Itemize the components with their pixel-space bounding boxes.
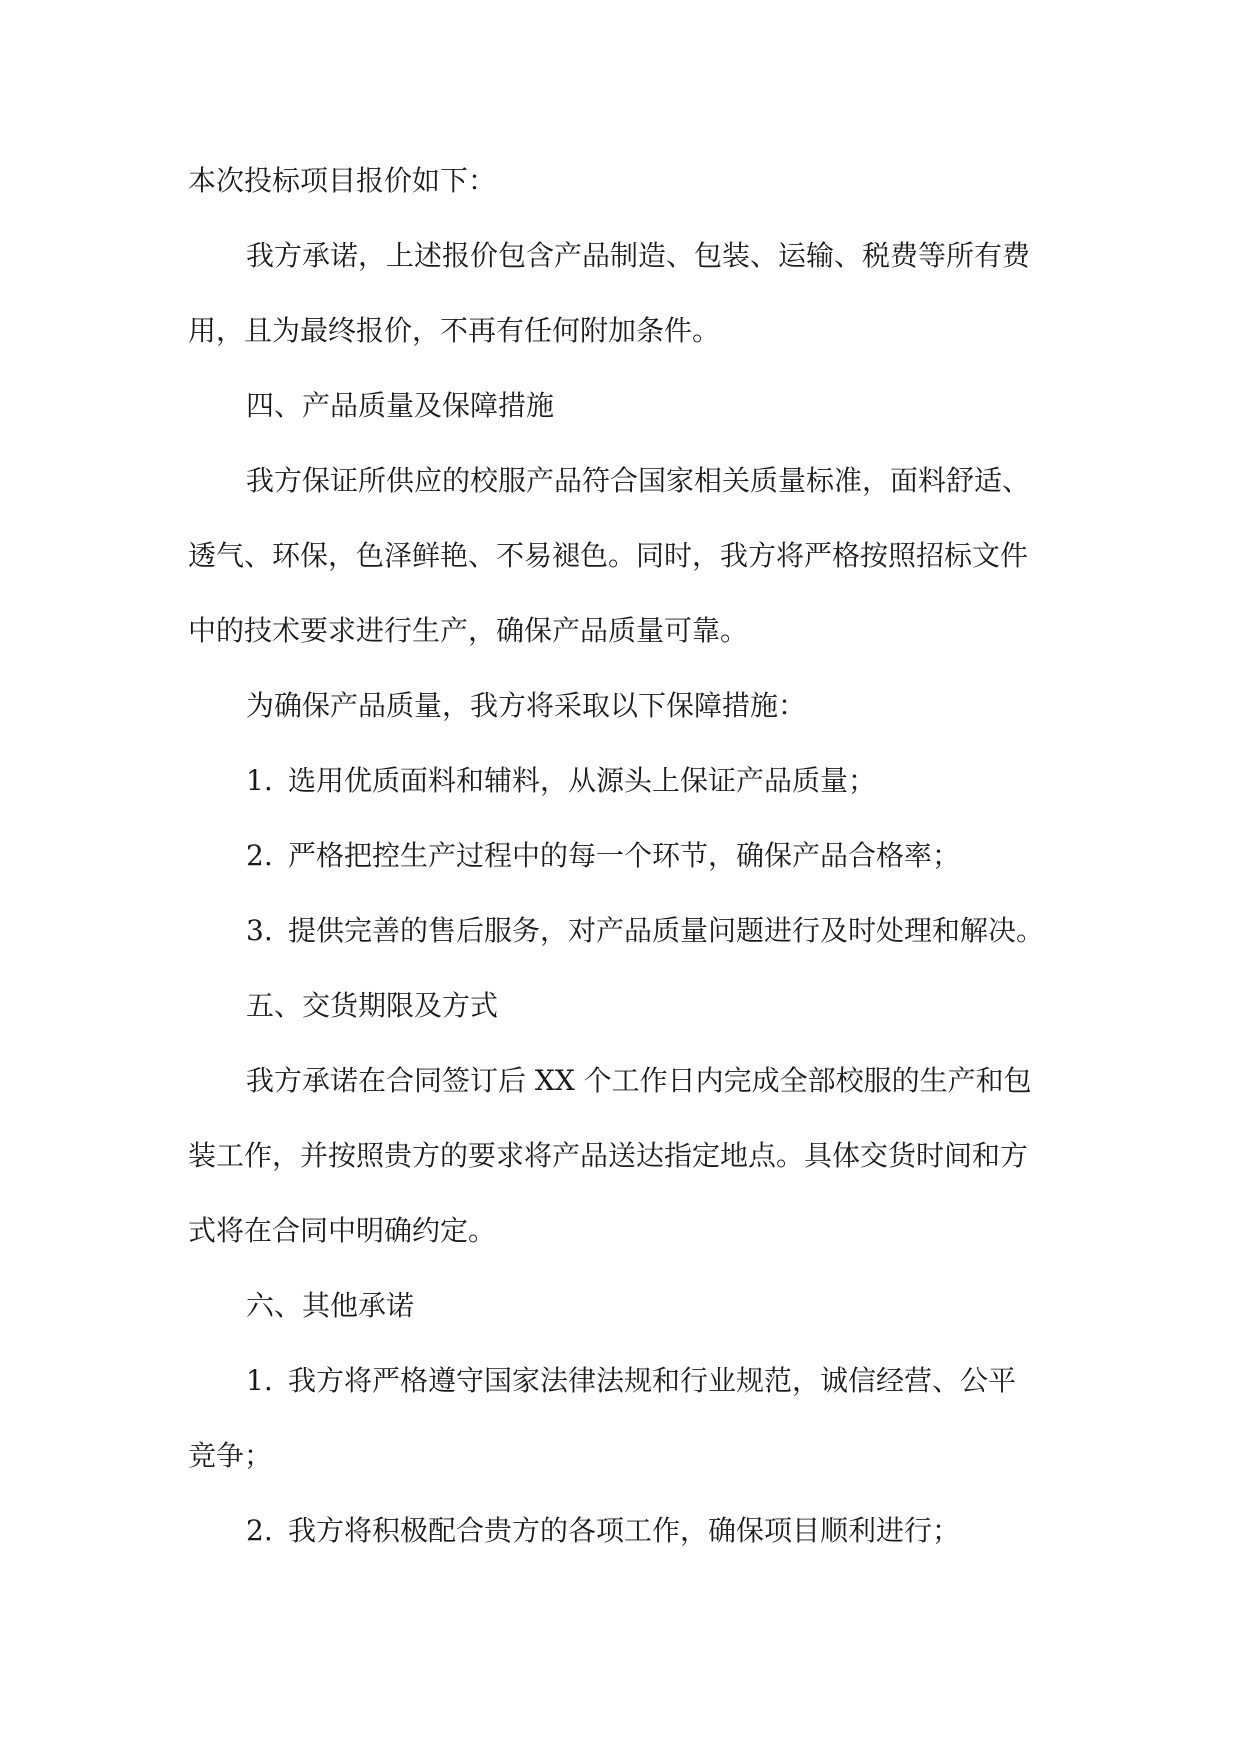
list-item-text: 选用优质面料和辅料，从源头上保证产品质量； [288,764,877,797]
section-heading-other: 六、其他承诺 [246,1289,415,1322]
list-number: 2. [246,839,273,872]
list-number: 1. [246,764,273,797]
paragraph-quote-promise-cont: 用，且为最终报价，不再有任何附加条件。 [188,314,721,347]
list-item-text: 严格把控生产过程中的每一个环节，确保产品合格率； [288,839,961,872]
paragraph-delivery-cont-2: 式将在合同中明确约定。 [188,1214,497,1247]
section-heading-delivery: 五、交货期限及方式 [246,989,499,1022]
list-item-text: 提供完善的售后服务，对产品质量问题进行及时处理和解决。 [288,914,1045,947]
list-item-text: 我方将严格遵守国家法律法规和行业规范，诚信经营、公平 [288,1364,1017,1397]
list-item-other-2 [188,1493,1068,1568]
document-body [188,143,1068,1568]
paragraph-delivery-cont-1: 装工作，并按照贵方的要求将产品送达指定地点。具体交货时间和方 [188,1139,1029,1172]
list-number: 1. [246,1364,273,1397]
paragraph-quote-intro: 本次投标项目报价如下： [188,164,497,197]
list-number: 2. [246,1514,273,1547]
section-heading-quality: 四、产品质量及保障措施 [246,389,555,422]
paragraph-measures-intro: 为确保产品质量，我方将采取以下保障措施： [246,689,807,722]
list-item-other-1 [188,1343,1068,1418]
list-item-measure-1 [188,743,1068,818]
paragraph-quote-promise: 我方承诺，上述报价包含产品制造、包装、运输、税费等所有费 [246,239,1031,272]
list-item-other-1-cont: 竞争； [188,1439,273,1472]
paragraph-quality-guarantee-cont-1: 透气、环保，色泽鲜艳、不易褪色。同时，我方将严格按照招标文件 [188,539,1029,572]
list-number: 3. [246,914,273,947]
list-item-measure-2 [188,818,1068,893]
paragraph-delivery: 我方承诺在合同签订后 XX 个工作日内完成全部校服的生产和包 [246,1064,1032,1097]
list-item-measure-3 [188,893,1068,968]
paragraph-quality-guarantee-cont-2: 中的技术要求进行生产，确保产品质量可靠。 [188,614,749,647]
list-item-text: 我方将积极配合贵方的各项工作，确保项目顺利进行； [288,1514,961,1547]
paragraph-quality-guarantee: 我方保证所供应的校服产品符合国家相关质量标准，面料舒适、 [246,464,1031,497]
